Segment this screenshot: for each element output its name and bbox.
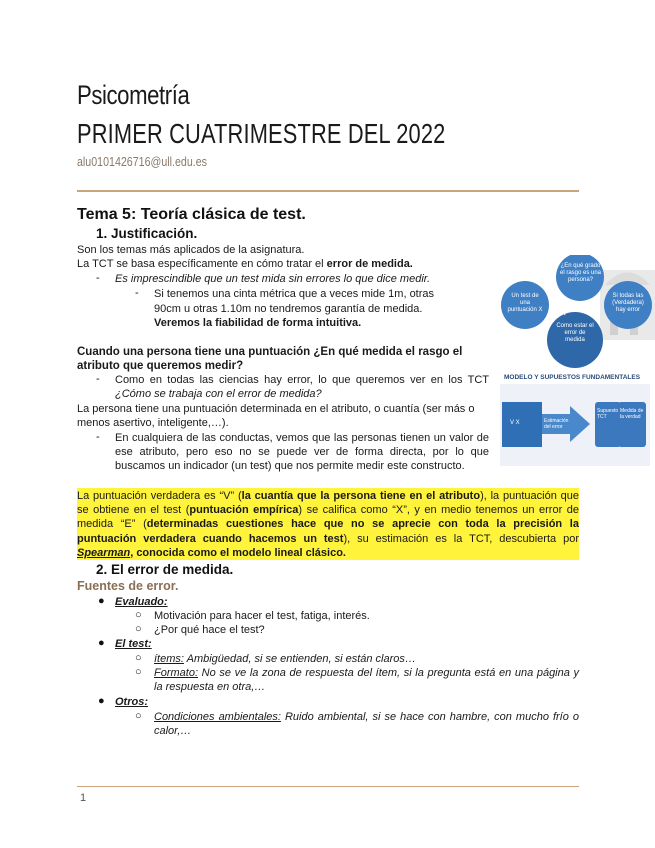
dash-bullet: - xyxy=(96,373,100,385)
dash-bullet: - xyxy=(96,272,100,284)
list-item: Como en todas las ciencias hay error, lo que queremos ver en los TCT ¿Cómo se trabaja con el error de medida? xyxy=(115,374,489,400)
paragraph: Son los temas más aplicados de la asignatura. xyxy=(77,244,305,256)
subheading-fuentes: Fuentes de error. xyxy=(77,579,179,593)
diagram-node: ¿En qué grado el rasgo es una persona? xyxy=(559,263,602,283)
dash-bullet: - xyxy=(96,431,100,443)
dash-bullet: - xyxy=(135,287,139,299)
list-item: ítems: Ambigüedad, si se entienden, si están claros… xyxy=(154,653,416,665)
diagram-node: Un test de una puntuación X xyxy=(507,293,543,313)
list-item: Motivación para hacer el test, fatiga, interés. xyxy=(154,610,370,622)
list-item: Si tenemos una cinta métrica que a veces mide 1m, otras xyxy=(154,288,435,300)
highlighted-paragraph: La puntuación verdadera es “V” (la cuantía que la persona tiene en el atributo), la puntuación que se obtiene en el test (puntuación empírica) se califica como “X”, y en medio tenemos un error de medida “E” (determinadas cuestiones hace que no se aprecie con toda la precisión la puntuación verdadera cuando hacemos un test), su estimación es la TCT, descubierta por Spearman, conocida como el modelo lineal clásico. xyxy=(77,490,579,559)
bullet-circle: ○ xyxy=(135,609,142,621)
question-heading: Cuando una persona tiene una puntuación ¿En qué medida el rasgo el atributo que queremos medir? xyxy=(77,346,463,372)
document-subtitle: PRIMER CUATRIMESTRE DEL 2022 xyxy=(77,118,446,149)
figure-label: Estimación del error xyxy=(544,418,569,430)
figure-label: Medida de la verdad xyxy=(620,408,644,420)
bullet-circle: ○ xyxy=(135,652,142,664)
author-email: alu0101426716@ull.edu.es xyxy=(77,154,207,169)
diagram-node: Si todas las (Verdadera) hay error xyxy=(612,293,644,313)
list-item: Otros: xyxy=(115,696,148,708)
list-item: 90cm u otras 1.10m no tendremos garantía de medida. xyxy=(154,303,423,315)
list-item: Condiciones ambientales: Ruido ambiental, si se hace con hambre, con mucho frío o calor,… xyxy=(154,711,579,737)
list-item: En cualquiera de las conductas, vemos que las personas tienen un valor de ese atributo, pero eso no se puede ver de forma directa, por lo que buscamos un indicador (un test) que nos permite medir este constructo. xyxy=(115,432,489,472)
page-number: 1 xyxy=(80,792,87,804)
paragraph: La TCT se basa específicamente en cómo tratar el error de medida. xyxy=(77,258,413,270)
document-title: Psicometría xyxy=(77,80,190,110)
diagram-node: Como estar el error de medida xyxy=(556,323,594,343)
bullet-dot: ● xyxy=(98,595,105,607)
figure-model-diagram xyxy=(500,374,650,466)
heading-error-medida: 2. El error de medida. xyxy=(96,562,234,577)
footer-divider xyxy=(77,786,579,787)
list-item: Formato: No se ve la zona de respuesta del ítem, si la pregunta está en una página y la respuesta en otra,… xyxy=(154,667,579,693)
section-title: Tema 5: Teoría clásica de test. xyxy=(77,206,306,223)
bullet-circle: ○ xyxy=(135,623,142,635)
heading-justificacion: 1. Justificación. xyxy=(96,226,198,241)
list-item: El test: xyxy=(115,638,152,650)
list-item: Veremos la fiabilidad de forma intuitiva. xyxy=(154,317,362,329)
bullet-dot: ● xyxy=(98,695,105,707)
bullet-circle: ○ xyxy=(135,710,142,722)
figure-label: Supuesto TCT xyxy=(597,408,619,420)
bullet-circle: ○ xyxy=(135,666,142,678)
paragraph: La persona tiene una puntuación determinada en el atributo, o cuantía (ser más o menos asertivo, inteligente,…). xyxy=(77,403,475,429)
list-item: Evaluado: xyxy=(115,596,168,608)
list-item: ¿Por qué hace el test? xyxy=(154,624,265,636)
figure-title: MODELO Y SUPUESTOS FUNDAMENTALES xyxy=(504,374,641,381)
list-item: Es imprescindible que un test mida sin errores lo que dice medir. xyxy=(115,273,431,285)
bullet-dot: ● xyxy=(98,637,105,649)
figure-error-diagram xyxy=(500,255,655,375)
figure-label: V X xyxy=(510,420,520,426)
header-divider xyxy=(77,190,579,192)
